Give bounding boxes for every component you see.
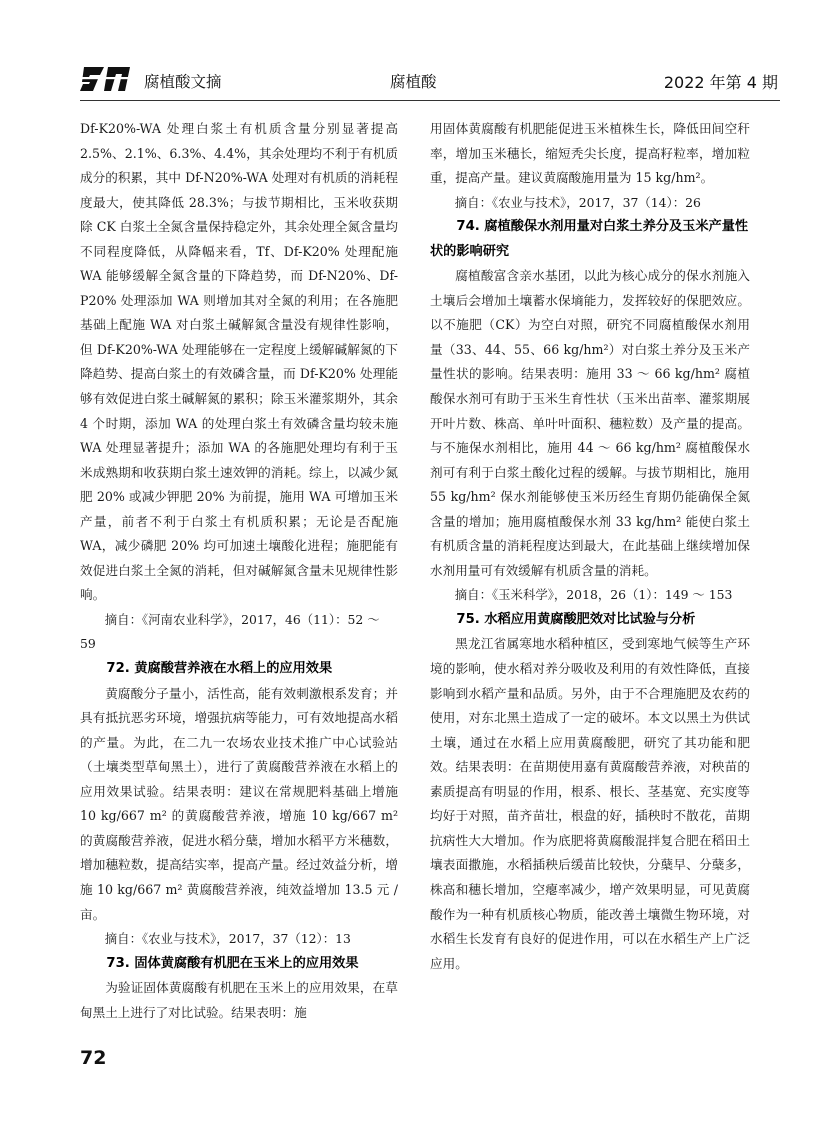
article-body-73-continuation: 用固体黄腐酸有机肥能促进玉米植株生长，降低田间空秆率，增加玉米穗长，缩短秃尖长度，提高籽粒率，增加粒重，提高产量。建议黄腐酸施用量为 15 kg/hm²。	[430, 121, 750, 186]
source-citation: 摘自：《玉米科学》，2018，26（1）：149 ～ 153	[454, 587, 733, 603]
header-journal-name: 腐植酸	[390, 73, 437, 91]
source-citation: 摘自：《农业与技术》，2017，37（14）：26	[454, 194, 701, 210]
article-heading-75: 75. 水稻应用黄腐酸肥效对比试验与分析	[456, 611, 696, 627]
header-divider	[80, 100, 780, 101]
article-heading-72: 72. 黄腐酸营养液在水稻上的应用效果	[106, 661, 333, 677]
left-column	[80, 117, 398, 1025]
article-body-72: 黄腐酸分子量小，活性高，能有效刺激根系发育；并具有抵抗恶劣环境，增强抗病等能力，可有效地提高水稻的产量。为此，在二九一农场农业技术推广中心试验站（土壤类型草甸黑土），进行了黄腐酸营养液在水稻上的应用效果试验。结果表明：建议在常规肥料基础上增施 10 kg/667 m² 的黄腐酸营养液，增施 10 kg/667 m² 的黄腐酸营养液，促进水稻分蘖，增加水稻平方米穗数，增加穗粒数，提高结实率，提高产量。经过效益分析，增施 10 kg/667 m² 黄腐酸营养液，纯效益增加 13.5 元 / 亩。	[80, 685, 398, 922]
page-header	[80, 62, 780, 98]
right-column	[430, 117, 750, 976]
article-heading-74: 74. 腐植酸保水剂用量对白浆土养分及玉米产量性状的影响研究	[430, 219, 749, 259]
journal-logo-icon	[80, 64, 132, 94]
paragraph-continuation: Df-K20%-WA 处理白浆土有机质含量分别显著提高 2.5%、2.1%、6.3%、4.4%，其余处理均不利于有机质成分的积累，其中 Df-N20%-WA 处理对有机质的消耗程度最大，使其降低 28.3%；与拔节期相比，玉米收获期除 CK 白浆土全氮含量保持稳定外，其余处理全氮含量均不同程度降低，从降幅来看，Tf、Df-K20% 处理配施 WA 能够缓解全氮含量的下降趋势，而 Df-N20%、Df-P20% 处理添加 WA 则增加其对全氮的利用；在各施肥基础上配施 WA 对白浆土碱解氮含量没有规律性影响，但 Df-K20%-WA 处理能够在一定程度上缓解碱解氮的下降趋势、提高白浆土的有效磷含量，而 Df-K20% 处理能够有效促进白浆土碱解氮的累积；除玉米灌浆期外，其余 4 个时期，添加 WA 的处理白浆土有效磷含量均较未施 WA 处理显著提升；添加 WA 的各施肥处理均有利于玉米成熟期和收获期白浆土速效钾的消耗。综上，以减少氮肥 20% 或减少钾肥 20% 为前提，施用 WA 可增加玉米产量，前者不利于白浆土有机质积累；无论是否配施 WA，减少磷肥 20% 均可加速土壤酸化进程；施肥能有效促进白浆土全氮的消耗，但对碱解氮含量未见规律性影响。	[80, 121, 398, 603]
article-body-73: 为验证固体黄腐酸有机肥在玉米上的应用效果，在草甸黑土上进行了对比试验。结果表明：施	[80, 980, 398, 1020]
source-citation: 摘自：《河南农业科学》，2017，46（11）：52 ～ 59	[80, 611, 380, 652]
article-body-75: 黑龙江省属寒地水稻种植区，受到寒地气候等生产环境的影响，使水稻对养分吸收及利用的有效性降低，直接影响到水稻产量和品质。另外，由于不合理施肥及农药的使用，对东北黑土造成了一定的破坏。本文以黑土为供试土壤，通过在水稻上应用黄腐酸肥，研究了其功能和肥效。结果表明：在苗期使用嘉有黄腐酸营养液，对秧苗的素质提高有明显的作用，根系、根长、茎基宽、充实度等均好于对照，苗齐苗壮，根盘的好，插秧时不散花，苗期抗病性大大增加。作为底肥将黄腐酸混拌复合肥在稻田土壤表面撒施，水稻插秧后缓苗比较快，分蘖早、分蘖多，株高和穗长增加，空瘪率减少，增产效果明显，可见黄腐酸作为一种有机质核心物质，能改善土壤微生物环境，对水稻生长发育有良好的促进作用，可以在水稻生产上广泛应用。	[430, 636, 750, 971]
header-issue: 2022 年第 4 期	[663, 73, 778, 92]
source-citation: 摘自：《农业与技术》，2017，37（12）：13	[104, 931, 351, 947]
article-heading-73: 73. 固体黄腐酸有机肥在玉米上的应用效果	[106, 955, 359, 971]
article-body-74: 腐植酸富含亲水基团，以此为核心成分的保水剂施入土壤后会增加土壤蓄水保墒能力，发挥较好的保肥效应。以不施肥（CK）为空白对照，研究不同腐植酸保水剂用量（33、44、55、66 kg/hm²）对白浆土养分及玉米产量性状的影响。结果表明：施用 33 ～ 66 kg/hm² 腐植酸保水剂可有助于玉米生育性状（玉米出苗率、灌浆期展开叶片数、株高、单叶叶面积、穗粒数）及产量的提高。与不施保水剂相比，施用 44 ～ 66 kg/hm² 腐植酸保水剂可有利于白浆土酸化过程的缓解。与拔节期相比，施用 55 kg/hm² 保水剂能够使玉米历经生育期仍能确保全氮含量的增加；施用腐植酸保水剂 33 kg/hm² 能使白浆土有机质含量的消耗程度达到最大，在此基础上继续增加保水剂用量可有效缓解有机质含量的消耗。	[430, 268, 750, 578]
header-section-title: 腐植酸文摘	[144, 73, 222, 91]
page-number: 72	[80, 1047, 107, 1069]
